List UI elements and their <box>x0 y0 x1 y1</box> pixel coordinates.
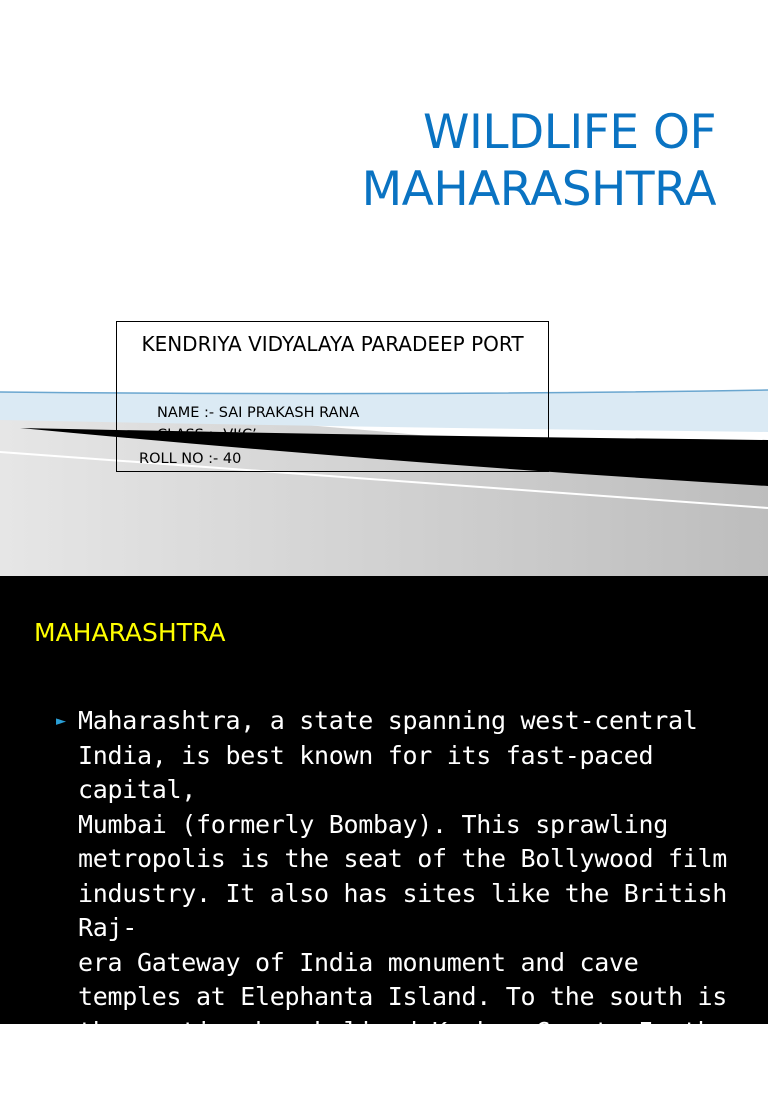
student-info-box <box>116 321 549 472</box>
bullet-paragraph: Maharashtra, a state spanning west-central India, is best known for its fast-paced capital, Mumbai (formerly Bombay). This sprawling metropolis is the seat of the Bollywood film industry. It also has sites like the British Raj- era Gateway of India monument and cave temples at Elephanta Island. To the south is the rustic, beach-lined Konkan Coast. In the city of Pune, Aga Khan Palace is a memorial to Mahatma Gandhi. <box>78 706 728 1115</box>
presentation-title: WILDLIFE OF MAHARASHTRA <box>361 105 716 217</box>
slide-heading: MAHARASHTRA <box>34 618 226 647</box>
student-class: CLASS :- VI‘C’ <box>157 427 257 443</box>
student-name: NAME :- SAI PRAKASH RANA <box>157 405 360 421</box>
triangle-bullet-icon: ► <box>56 714 66 729</box>
roll-number: ROLL NO :- 40 <box>139 451 242 467</box>
school-name: KENDRIYA VIDYALAYA PARADEEP PORT <box>141 332 524 356</box>
content-slide <box>0 576 768 1115</box>
